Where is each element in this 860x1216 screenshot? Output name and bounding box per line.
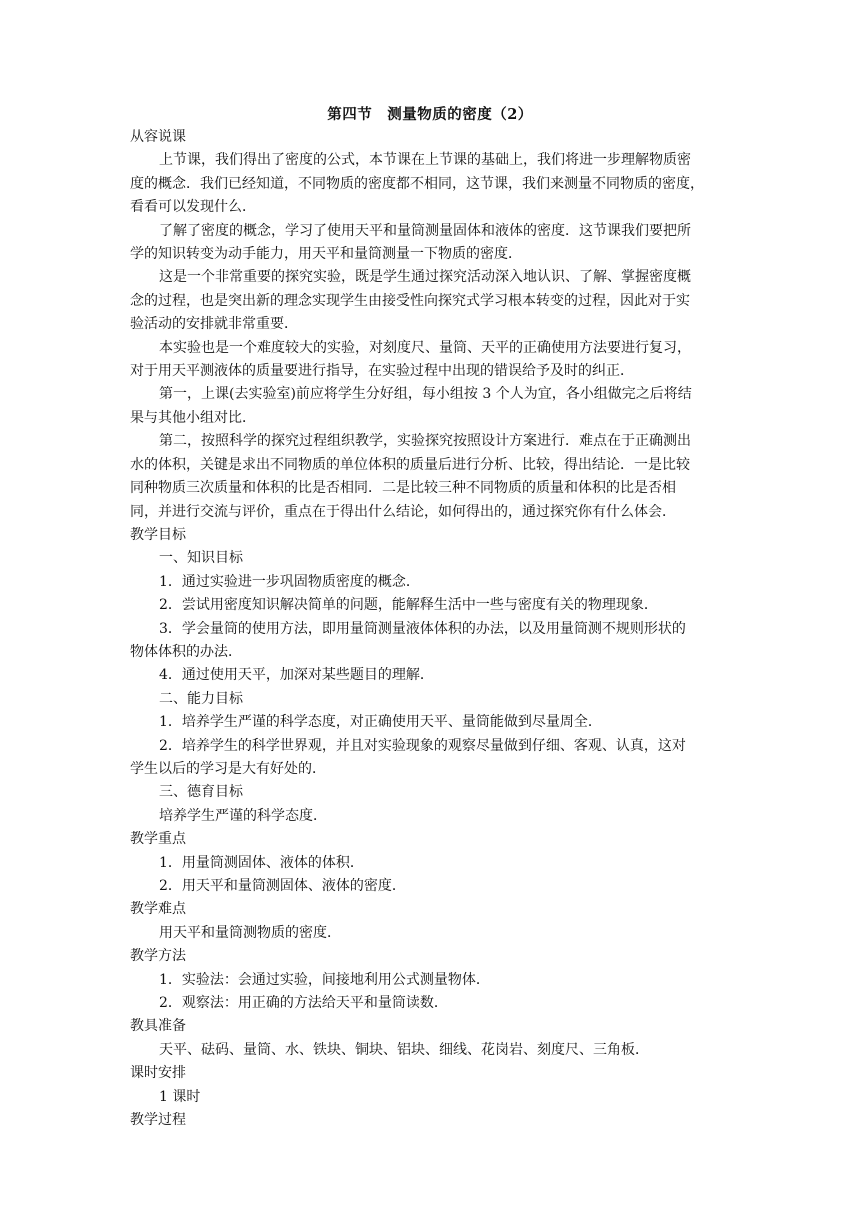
text-line: 物体体积的办法． xyxy=(130,643,242,660)
text-line: 学生以后的学习是大有好处的． xyxy=(130,760,326,777)
section-heading: 教学目标 xyxy=(130,526,186,543)
section-heading: 教学方法 xyxy=(130,948,186,965)
text-line: 对于用天平测液体的质量要进行指导，在实验过程中出现的错误给予及时的纠正． xyxy=(130,363,634,380)
text-line: 一、知识目标 xyxy=(159,550,243,567)
document-body xyxy=(130,126,730,1132)
text-line: 3．学会量筒的使用方法，即用量筒测量液体体积的办法，以及用量筒测不规则形状的 xyxy=(159,620,686,637)
text-line: 学的知识转变为动手能力，用天平和量筒测量一下物质的密度． xyxy=(130,246,522,263)
text-line: 上节课，我们得出了密度的公式，本节课在上节课的基础上，我们将进一步理解物质密 xyxy=(159,152,691,169)
text-line: 了解了密度的概念，学习了使用天平和量筒测量固体和液体的密度．这节课我们要把所 xyxy=(159,222,691,239)
section-heading: 教学过程 xyxy=(130,1112,186,1129)
text-line: 天平、砝码、量筒、水、铁块、铜块、铝块、细线、花岗岩、刻度尺、三角板． xyxy=(159,1041,649,1058)
text-line: 度的概念．我们已经知道，不同物质的密度都不相同，这节课，我们来测量不同物质的密度， xyxy=(130,175,704,192)
text-line: 三、德育目标 xyxy=(159,784,243,801)
text-line: 用天平和量筒测物质的密度． xyxy=(159,924,341,941)
text-line: 看看可以发现什么． xyxy=(130,199,256,216)
section-heading: 课时安排 xyxy=(130,1065,186,1082)
text-line: 4．通过使用天平，加深对某些题目的理解． xyxy=(159,667,434,684)
text-line: 2．观察法：用正确的方法给天平和量筒读数． xyxy=(159,995,448,1012)
text-line: 1．培养学生严谨的科学态度，对正确使用天平、量筒能做到尽量周全． xyxy=(159,714,602,731)
text-line: 第二，按照科学的探究过程组织教学，实验探究按照设计方案进行．难点在于正确测出 xyxy=(159,433,691,450)
text-line: 同，并进行交流与评价，重点在于得出什么结论，如何得出的，通过探究你有什么体会． xyxy=(130,503,676,520)
text-line: 念的过程，也是突出新的理念实现学生由接受性向探究式学习根本转变的过程，因此对于实 xyxy=(130,292,690,309)
text-line: 这是一个非常重要的探究实验，既是学生通过探究活动深入地认识、了解、掌握密度概 xyxy=(159,269,691,286)
text-line: 1 课时 xyxy=(159,1088,201,1105)
text-line: 同种物质三次质量和体积的比是否相同．二是比较三种不同物质的质量和体积的比是否相 xyxy=(130,480,676,497)
text-line: 2．用天平和量筒测固体、液体的密度． xyxy=(159,878,406,894)
text-line: 水的体积，关键是求出不同物质的单位体积的质量后进行分析、比较，得出结论．一是比较 xyxy=(130,456,690,473)
document-page xyxy=(130,104,730,1132)
text-line: 第一，上课(去实验室)前应将学生分好组，每小组按 3 个人为宜，各小组做完之后将结 xyxy=(159,386,692,403)
page-title: 第四节 测量物质的密度（2） xyxy=(327,106,533,123)
text-line: 2．培养学生的科学世界观，并且对实验现象的观察尽量做到仔细、客观、认真，这对 xyxy=(159,737,686,754)
text-line: 1．通过实验进一步巩固物质密度的概念． xyxy=(159,573,420,590)
text-line: 验活动的安排就非常重要． xyxy=(130,316,298,333)
text-line: 2．尝试用密度知识解决简单的问题，能解释生活中一些与密度有关的物理现象． xyxy=(159,597,658,614)
text-line: 培养学生严谨的科学态度． xyxy=(159,807,327,824)
section-heading: 教学重点 xyxy=(130,831,186,848)
section-heading: 从容说课 xyxy=(130,129,186,145)
text-line: 1．实验法：会通过实验，间接地利用公式测量物体． xyxy=(159,971,490,988)
text-line: 本实验也是一个难度较大的实验，对刻度尺、量筒、天平的正确使用方法要进行复习， xyxy=(159,339,691,356)
section-heading: 教具准备 xyxy=(130,1018,186,1035)
text-line: 果与其他小组对比． xyxy=(130,409,256,426)
text-line: 二、能力目标 xyxy=(159,690,243,707)
text-line: 1．用量筒测固体、液体的体积． xyxy=(159,854,364,871)
section-heading: 教学难点 xyxy=(130,901,186,918)
